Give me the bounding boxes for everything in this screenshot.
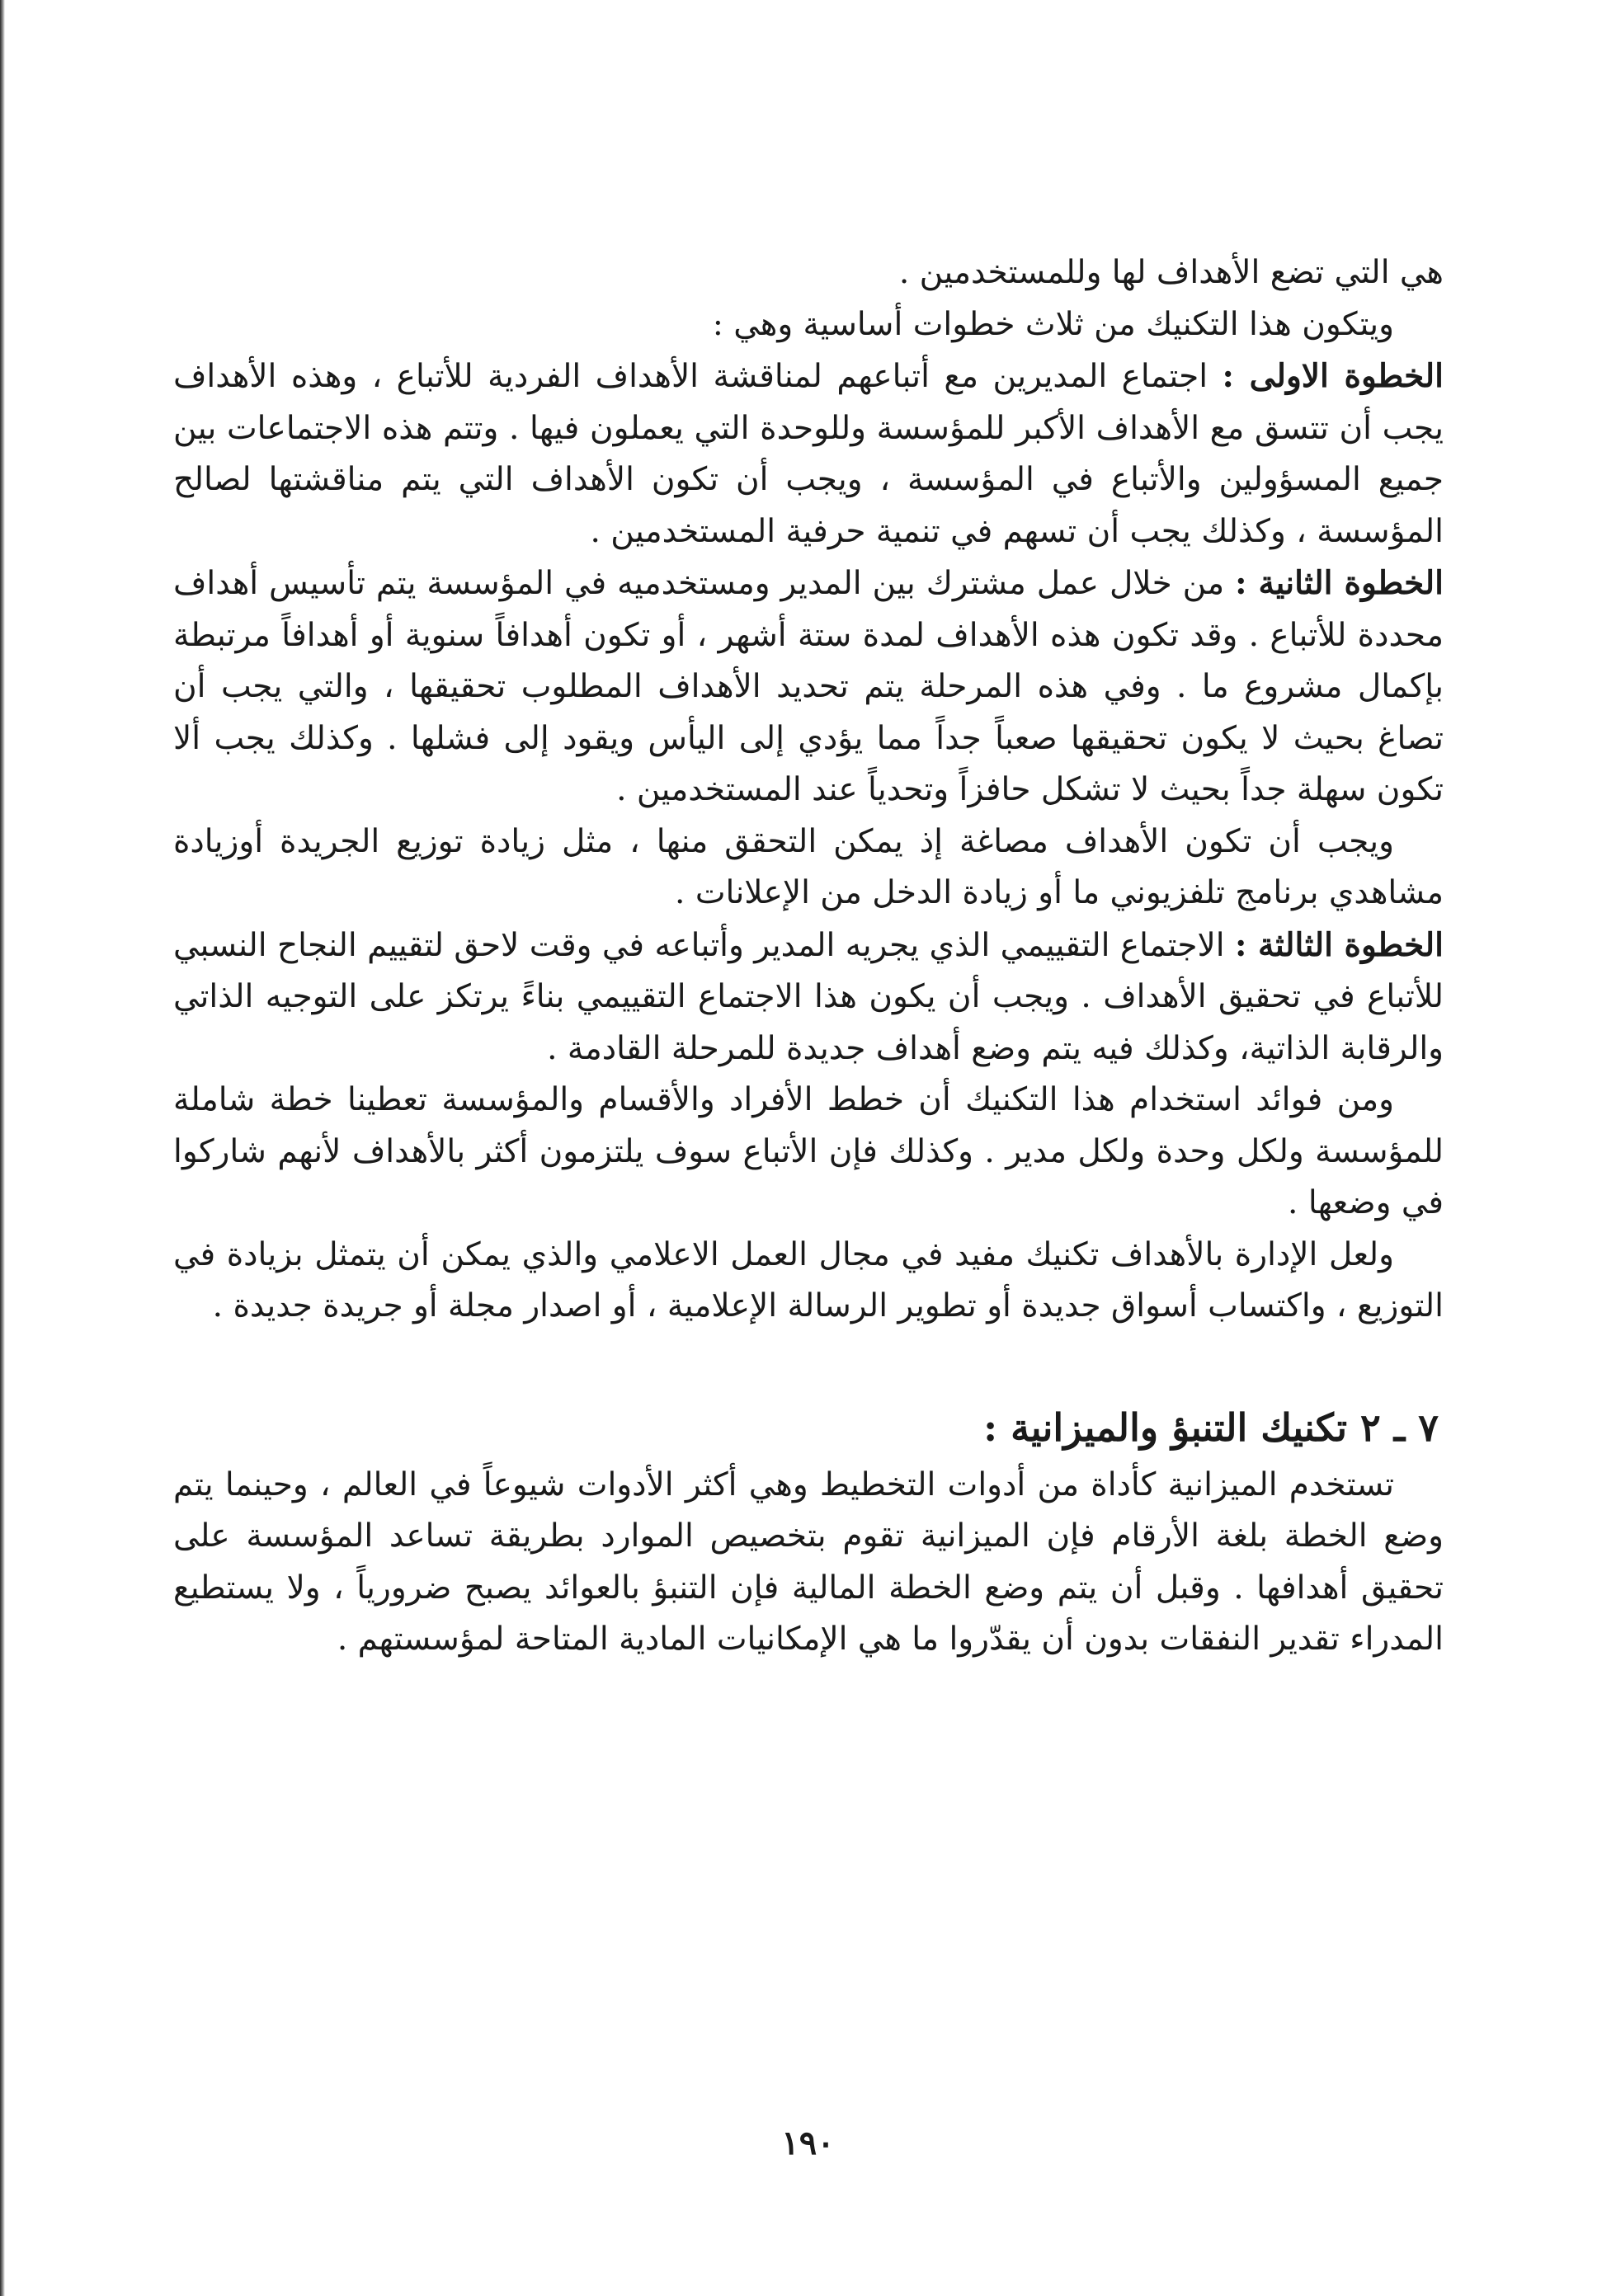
- step-two-title: الخطوة الثانية :: [1235, 564, 1444, 602]
- section-heading: ٧ ـ ٢ تكنيك التنبؤ والميزانية :: [983, 1404, 1439, 1450]
- page-body: [173, 247, 1444, 1666]
- step-two-text: من خلال عمل مشترك بين المدير ومستخدميه في المؤسسة يتم تأسيس أهداف محددة للأتباع . وقد تكون هذه الأهداف لمدة ستة أشهر ، أو تكون أهدافاً سنوية أو أهدافاً مرتبطة بإكمال مشروع ما . وفي هذه المرحلة يتم تحديد الأهداف المطلوب تحقيقها ، والتي يجب أن تصاغ بحيث لا يكون تحقيقها صعباً جداً مما يؤدي إلى اليأس ويقود إلى فشلها . وكذلك يجب ألا تكون سهلة جداً بحيث لا تشكل حافزاً وتحدياً عند المستخدمين .: [173, 565, 1444, 808]
- media-paragraph: ولعل الإدارة بالأهداف تكنيك مفيد في مجال العمل الاعلامي والذي يمكن أن يتمثل بزيادة في التوزيع ، واكتساب أسواق جديدة أو تطوير الرسالة الإعلامية ، أو اصدار مجلة أو جريدة جديدة .: [173, 1235, 1444, 1324]
- step-three-text: الاجتماع التقييمي الذي يجريه المدير وأتباعه في وقت لاحق لتقييم النجاح النسبي للأتباع في تحقيق الأهداف . ويجب أن يكون هذا الاجتماع التقييمي بناءً يرتكز على التوجيه الذاتي والرقابة الذاتية، وكذلك فيه يتم وضع أهداف جديدة للمرحلة القادمة .: [173, 926, 1444, 1067]
- scan-edge: [0, 0, 5, 2296]
- step-one-text: اجتماع المديرين مع أتباعهم لمناقشة الأهداف الفردية للأتباع ، وهذه الأهداف يجب أن تتسق مع الأهداف الأكبر للمؤسسة وللوحدة التي يعملون فيها . وتتم هذه الاجتماعات بين جميع المسؤولين والأتباع في المؤسسة ، ويجب أن تكون الأهداف التي يتم مناقشتها لصالح المؤسسة ، وكذلك يجب أن تسهم في تنمية حرفية المستخدمين .: [173, 358, 1444, 550]
- steps-intro: ويتكون هذا التكنيك من ثلاث خطوات أساسية وهي :: [712, 305, 1394, 343]
- intro-line: هي التي تضع الأهداف لها وللمستخدمين .: [898, 254, 1444, 291]
- step-two-paragraph: [173, 558, 1444, 816]
- step-one-paragraph: [173, 351, 1444, 558]
- step-three-paragraph: [173, 920, 1444, 1075]
- benefits-paragraph: ومن فوائد استخدام هذا التكنيك أن خطط الأفراد والأقسام والمؤسسة تعطينا خطة شاملة للمؤسسة ولكل وحدة ولكل مدير . وكذلك فإن الأتباع سوف يلتزمون أكثر بالأهداف لأنهم شاركوا في وضعها .: [173, 1081, 1444, 1221]
- page-number: ١٩٠: [781, 2124, 835, 2162]
- step-one-title: الخطوة الاولى :: [1222, 357, 1444, 395]
- measurable-goals-paragraph: ويجب أن تكون الأهداف مصاغة إذ يمكن التحقق منها ، مثل زيادة توزيع الجريدة أوزيادة مشاهدي برنامج تلفزيوني ما أو زيادة الدخل من الإعلانات .: [173, 822, 1444, 911]
- budget-paragraph: تستخدم الميزانية كأداة من أدوات التخطيط وهي أكثر الأدوات شيوعاً في العالم ، وحينما يتم وضع الخطة بلغة الأرقام فإن الميزانية تقوم بتخصيص الموارد بطريقة تساعد المؤسسة على تحقيق أهدافها . وقبل أن يتم وضع الخطة المالية فإن التنبؤ بالعوائد يصبح ضرورياً ، ولا يستطيع المدراء تقدير النفقات بدون أن يقدّروا ما هي الإمكانيات المادية المتاحة لمؤسستهم .: [173, 1466, 1444, 1658]
- step-three-title: الخطوة الثالثة :: [1235, 925, 1444, 964]
